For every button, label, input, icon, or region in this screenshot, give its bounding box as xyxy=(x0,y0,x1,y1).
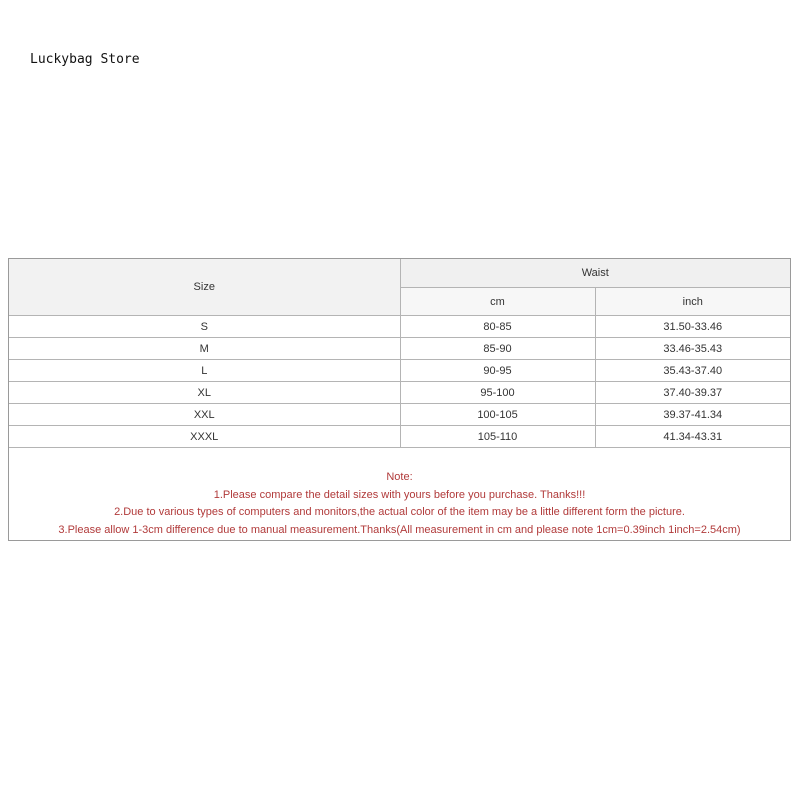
cm-cell: 80-85 xyxy=(400,316,595,338)
size-cell: XL xyxy=(9,382,400,404)
inch-cell: 37.40-39.37 xyxy=(595,382,790,404)
note-line-2: 2.Due to various types of computers and monitors,the actual color of the item may be a little different form the picture. xyxy=(114,506,685,518)
note-section xyxy=(9,469,790,539)
inch-cell: 33.46-35.43 xyxy=(595,338,790,360)
size-column-header: Size xyxy=(9,259,400,316)
size-cell: M xyxy=(9,338,400,360)
table-row xyxy=(9,360,790,382)
inch-column-header: inch xyxy=(595,288,790,316)
cm-cell: 95-100 xyxy=(400,382,595,404)
table-row xyxy=(9,316,790,338)
table-row xyxy=(9,338,790,360)
table-row xyxy=(9,426,790,448)
cm-cell: 90-95 xyxy=(400,360,595,382)
size-cell: XXXL xyxy=(9,426,400,448)
waist-column-header: Waist xyxy=(400,259,790,288)
inch-cell: 35.43-37.40 xyxy=(595,360,790,382)
table-row xyxy=(9,382,790,404)
size-cell: L xyxy=(9,360,400,382)
note-line-3: 3.Please allow 1-3cm difference due to manual measurement.Thanks(All measurement in cm and please note 1cm=0.39inch 1inch=2.54cm) xyxy=(58,523,741,536)
size-table xyxy=(9,259,790,448)
store-name: Luckybag Store xyxy=(30,52,140,67)
table-row xyxy=(9,404,790,426)
header-row xyxy=(9,259,790,288)
size-cell: XXL xyxy=(9,404,400,426)
inch-cell: 41.34-43.31 xyxy=(595,426,790,448)
inch-cell: 39.37-41.34 xyxy=(595,404,790,426)
size-chart xyxy=(8,258,791,541)
note-line-1: 1.Please compare the detail sizes with yours before you purchase. Thanks!!! xyxy=(213,488,586,501)
size-cell: S xyxy=(9,316,400,338)
cm-column-header: cm xyxy=(400,288,595,316)
cm-cell: 85-90 xyxy=(400,338,595,360)
note-title: Note: xyxy=(386,471,413,483)
cm-cell: 105-110 xyxy=(400,426,595,448)
inch-cell: 31.50-33.46 xyxy=(595,316,790,338)
cm-cell: 100-105 xyxy=(400,404,595,426)
